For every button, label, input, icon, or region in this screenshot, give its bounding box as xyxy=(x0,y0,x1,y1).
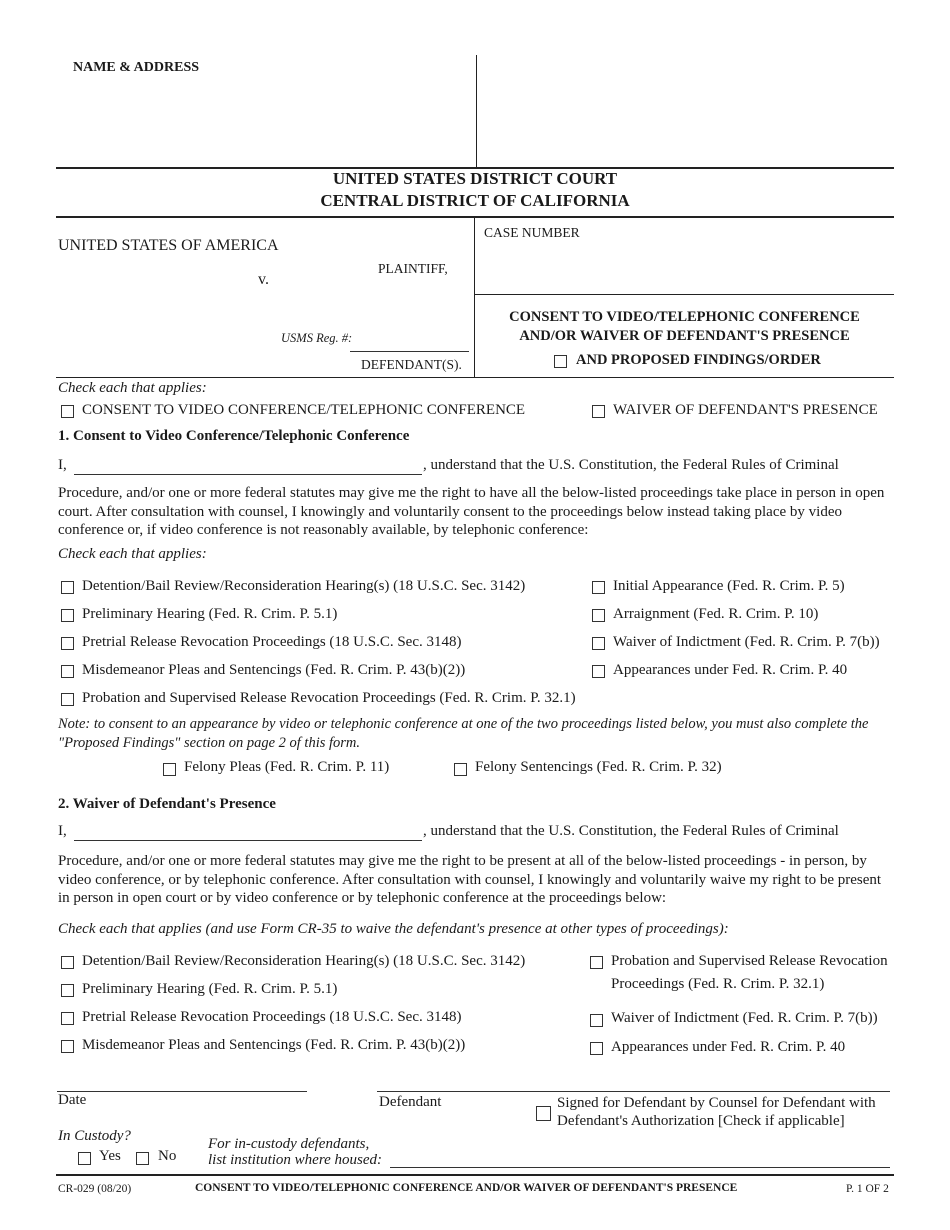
felony-sentencings-label: Felony Sentencings (Fed. R. Crim. P. 32) xyxy=(475,759,722,775)
felony-pleas-checkbox[interactable] xyxy=(163,763,176,776)
usms-reg-field[interactable] xyxy=(350,351,469,352)
section1-understand-text: , understand that the U.S. Constitution, the Federal Rules of Criminal xyxy=(423,457,839,473)
defendant-label: DEFENDANT(S). xyxy=(361,357,462,372)
defendant-signature-label: Defendant xyxy=(379,1094,442,1110)
section1-note: Note: to consent to an appearance by video or telephonic conference at one of the two proceedings listed below, you must also complete the "Proposed Findings" section on page 2 of this form. xyxy=(58,716,869,751)
institution-field[interactable] xyxy=(390,1167,890,1168)
s1-initial-appearance-label: Initial Appearance (Fed. R. Crim. P. 5) xyxy=(613,578,845,594)
s2-rule40-checkbox[interactable] xyxy=(590,1042,603,1055)
s1-arraignment-label: Arraignment (Fed. R. Crim. P. 10) xyxy=(613,606,819,622)
s1-waiver-indictment-checkbox[interactable] xyxy=(592,637,605,650)
s2-probation-label-line2: Proceedings (Fed. R. Crim. P. 32.1) xyxy=(611,976,825,992)
caption-divider xyxy=(474,217,475,377)
s1-pretrial-label: Pretrial Release Revocation Proceedings (18 U.S.C. Sec. 3148) xyxy=(82,634,462,650)
s1-preliminary-label: Preliminary Hearing (Fed. R. Crim. P. 5.1) xyxy=(82,606,338,622)
consent-option-checkbox[interactable] xyxy=(61,405,74,418)
section2-paragraph: Procedure, and/or one or more federal statutes may give me the right to be present at all of the below-listed proceedings - in person, by video conference, or by telephonic conference. After consultation with counsel, I knowingly and voluntarily waive my right to be present in person in open court or by video conference or by telephonic conference at the proceedings below: xyxy=(58,853,882,906)
in-custody-no-label: No xyxy=(158,1148,177,1164)
in-custody-label: In Custody? xyxy=(58,1128,131,1144)
felony-pleas-label: Felony Pleas (Fed. R. Crim. P. 11) xyxy=(184,759,390,775)
s1-initial-appearance-checkbox[interactable] xyxy=(592,581,605,594)
s1-waiver-indictment-label: Waiver of Indictment (Fed. R. Crim. P. 7(b)) xyxy=(613,634,880,650)
s1-pretrial-checkbox[interactable] xyxy=(61,637,74,650)
section1-heading: 1. Consent to Video Conference/Telephonic Conference xyxy=(58,428,410,444)
court-name: UNITED STATES DISTRICT COURT xyxy=(332,169,618,188)
s2-detention-label: Detention/Bail Review/Reconsideration Hearing(s) (18 U.S.C. Sec. 3142) xyxy=(82,953,526,969)
section2-understand-text: , understand that the U.S. Constitution, the Federal Rules of Criminal xyxy=(423,823,839,839)
header-divider xyxy=(476,55,477,168)
court-bottom-rule xyxy=(56,216,894,218)
section2-check-each: Check each that applies (and use Form CR-35 to waive the defendant's presence at other types of proceedings): xyxy=(58,921,729,937)
s1-misdemeanor-checkbox[interactable] xyxy=(61,665,74,678)
felony-sentencings-checkbox[interactable] xyxy=(454,763,467,776)
s1-arraignment-checkbox[interactable] xyxy=(592,609,605,622)
section2-name-field[interactable] xyxy=(74,840,422,841)
s1-rule40-checkbox[interactable] xyxy=(592,665,605,678)
section1-check-each: Check each that applies: xyxy=(58,546,207,562)
page-number: P. 1 OF 2 xyxy=(846,1183,889,1195)
plaintiff-label: PLAINTIFF, xyxy=(378,261,448,276)
signed-by-counsel-checkbox[interactable] xyxy=(536,1106,551,1121)
s1-detention-checkbox[interactable] xyxy=(61,581,74,594)
section1-i-label: I, xyxy=(58,457,67,473)
s2-pretrial-label: Pretrial Release Revocation Proceedings (18 U.S.C. Sec. 3148) xyxy=(82,1009,462,1025)
s2-rule40-label: Appearances under Fed. R. Crim. P. 40 xyxy=(611,1039,846,1055)
versus-label: v. xyxy=(258,271,269,288)
s2-preliminary-checkbox[interactable] xyxy=(61,984,74,997)
s1-preliminary-checkbox[interactable] xyxy=(61,609,74,622)
in-custody-no-checkbox[interactable] xyxy=(136,1152,149,1165)
s1-probation-label: Probation and Supervised Release Revocation Proceedings (Fed. R. Crim. P. 32.1) xyxy=(82,690,576,706)
consent-option-label: CONSENT TO VIDEO CONFERENCE/TELEPHONIC CONFERENCE xyxy=(82,402,526,418)
waiver-option-label: WAIVER OF DEFENDANT'S PRESENCE xyxy=(613,402,878,418)
s2-pretrial-checkbox[interactable] xyxy=(61,1012,74,1025)
s1-misdemeanor-label: Misdemeanor Pleas and Sentencings (Fed. R. Crim. P. 43(b)(2)) xyxy=(82,662,466,678)
section2-i-label: I, xyxy=(58,823,67,839)
section2-heading: 2. Waiver of Defendant's Presence xyxy=(58,796,276,812)
check-each-intro: Check each that applies: xyxy=(58,380,207,396)
case-number-rule xyxy=(475,294,894,295)
caption-bottom-rule xyxy=(56,377,894,378)
institution-label-line2: list institution where housed: xyxy=(208,1152,383,1168)
form-title-line3: AND PROPOSED FINDINGS/ORDER xyxy=(576,352,821,368)
signed-by-counsel-line2: Defendant's Authorization [Check if applicable] xyxy=(557,1113,845,1129)
s2-misdemeanor-checkbox[interactable] xyxy=(61,1040,74,1053)
s2-waiver-indictment-label: Waiver of Indictment (Fed. R. Crim. P. 7(b)) xyxy=(611,1010,878,1026)
name-address-label: NAME & ADDRESS xyxy=(73,60,200,75)
s2-misdemeanor-label: Misdemeanor Pleas and Sentencings (Fed. R. Crim. P. 43(b)(2)) xyxy=(82,1037,466,1053)
institution-label-line1: For in-custody defendants, xyxy=(208,1136,370,1152)
case-number-field[interactable] xyxy=(480,244,890,290)
section1-name-field[interactable] xyxy=(74,474,422,475)
s2-probation-checkbox[interactable] xyxy=(590,956,603,969)
form-number: CR-029 (08/20) xyxy=(58,1183,132,1195)
s1-detention-label: Detention/Bail Review/Reconsideration Hearing(s) (18 U.S.C. Sec. 3142) xyxy=(82,578,526,594)
case-number-label: CASE NUMBER xyxy=(484,225,580,240)
footer-rule xyxy=(56,1174,894,1176)
s2-waiver-indictment-checkbox[interactable] xyxy=(590,1014,603,1027)
defendant-signature-field[interactable] xyxy=(377,1091,890,1092)
usms-reg-label: USMS Reg. #: xyxy=(281,331,353,345)
s2-probation-label-line1: Probation and Supervised Release Revocation xyxy=(611,953,888,969)
date-field[interactable] xyxy=(57,1091,307,1092)
section1-paragraph: Procedure, and/or one or more federal statutes may give me the right to have all the below-listed proceedings take place in person in open court. After consultation with counsel, I knowingly and voluntarily consent to the proceedings below instead taking place by video conference or, if video conference is not reasonably available, by telephonic conference: xyxy=(58,485,885,538)
court-district: CENTRAL DISTRICT OF CALIFORNIA xyxy=(320,191,630,210)
in-custody-yes-checkbox[interactable] xyxy=(78,1152,91,1165)
form-title-line2: AND/OR WAIVER OF DEFENDANT'S PRESENCE xyxy=(519,328,850,344)
date-label: Date xyxy=(58,1092,87,1108)
plaintiff-party: UNITED STATES OF AMERICA xyxy=(58,237,279,254)
footer-form-title: CONSENT TO VIDEO/TELEPHONIC CONFERENCE AND/OR WAIVER OF DEFENDANT'S PRESENCE xyxy=(195,1182,738,1194)
signed-by-counsel-line1: Signed for Defendant by Counsel for Defendant with xyxy=(557,1095,876,1111)
proposed-findings-checkbox[interactable] xyxy=(554,355,567,368)
s1-rule40-label: Appearances under Fed. R. Crim. P. 40 xyxy=(613,662,848,678)
s1-probation-checkbox[interactable] xyxy=(61,693,74,706)
form-title-line1: CONSENT TO VIDEO/TELEPHONIC CONFERENCE xyxy=(509,309,860,325)
waiver-option-checkbox[interactable] xyxy=(592,405,605,418)
s2-preliminary-label: Preliminary Hearing (Fed. R. Crim. P. 5.1) xyxy=(82,981,338,997)
name-address-field[interactable] xyxy=(60,80,470,160)
s2-detention-checkbox[interactable] xyxy=(61,956,74,969)
in-custody-yes-label: Yes xyxy=(99,1148,121,1164)
